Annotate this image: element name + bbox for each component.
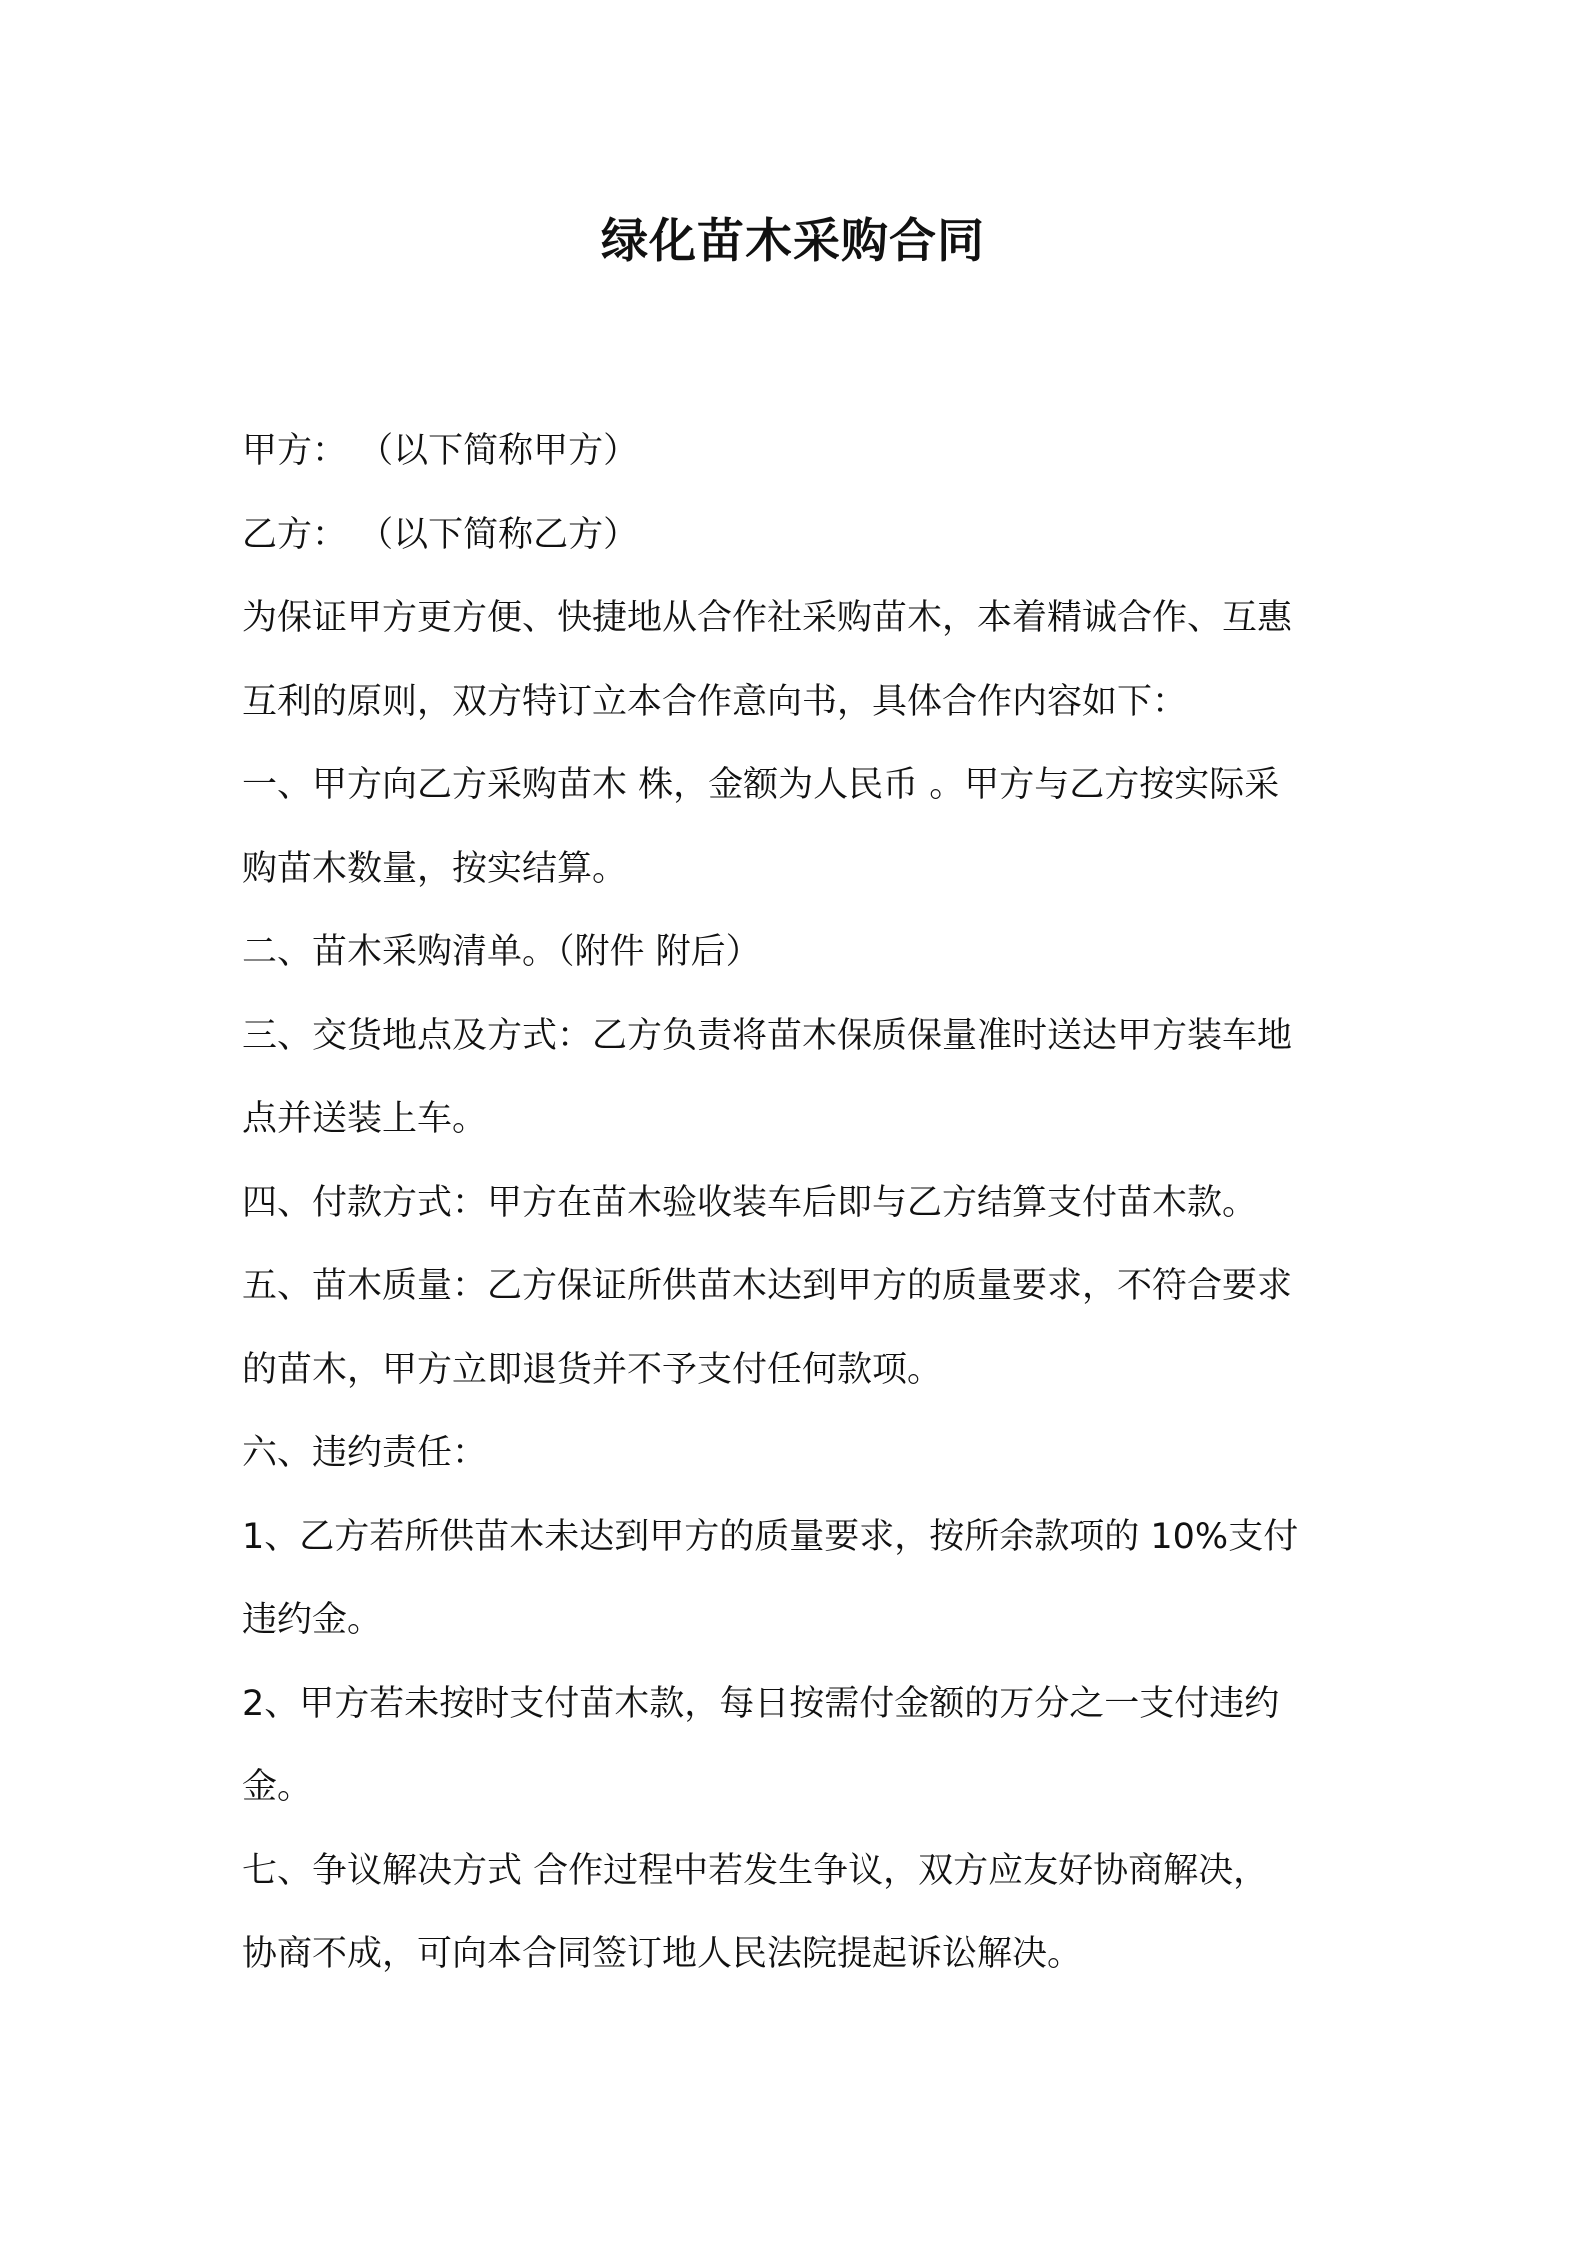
clause-6-item-2-line-2: 金。 — [242, 1767, 313, 1807]
party-b-line: 乙方： （以下简称乙方） — [242, 514, 639, 555]
clause-5-line-1: 五、苗木质量：乙方保证所供苗木达到甲方的质量要求，不符合要求 — [242, 1266, 1293, 1306]
clause-2-line: 二、苗木采购清单。（附件 附后） — [242, 932, 761, 972]
clause-7-line-2: 协商不成，可向本合同签订地人民法院提起诉讼解决。 — [242, 1934, 1083, 1974]
clause-6-item-2-line-1: 2、甲方若未按时支付苗木款，每日按需付金额的万分之一支付违约 — [242, 1683, 1280, 1724]
clause-1-line-1: 一、甲方向乙方采购苗木 株，金额为人民币 。甲方与乙方按实际采 — [242, 765, 1280, 805]
clause-3-line-2: 点并送装上车。 — [242, 1099, 488, 1139]
clause-1-line-2: 购苗木数量，按实结算。 — [242, 848, 628, 889]
party-a-line: 甲方： （以下简称甲方） — [242, 431, 639, 471]
clause-4-line: 四、付款方式：甲方在苗木验收装车后即与乙方结算支付苗木款。 — [242, 1182, 1258, 1223]
preamble-line-2: 互利的原则，双方特订立本合作意向书，具体合作内容如下： — [242, 681, 1188, 722]
clause-6-heading: 六、违约责任： — [242, 1433, 488, 1473]
clause-7-line-1: 七、争议解决方式 合作过程中若发生争议，双方应友好协商解决， — [242, 1850, 1269, 1891]
clause-6-item-1-line-1: 1、乙方若所供苗木未达到甲方的质量要求，按所余款项的 10%支付 — [242, 1516, 1299, 1557]
contract-body — [242, 410, 1362, 1997]
clause-3-line-1: 三、交货地点及方式：乙方负责将苗木保质保量准时送达甲方装车地 — [242, 1015, 1293, 1056]
preamble-line-1: 为保证甲方更方便、快捷地从合作社采购苗木，本着精诚合作、互惠 — [242, 598, 1293, 638]
clause-6-item-1-line-2: 违约金。 — [242, 1600, 383, 1640]
clause-5-line-2: 的苗木，甲方立即退货并不予支付任何款项。 — [242, 1349, 943, 1390]
document-title: 绿化苗木采购合同 — [601, 214, 985, 269]
